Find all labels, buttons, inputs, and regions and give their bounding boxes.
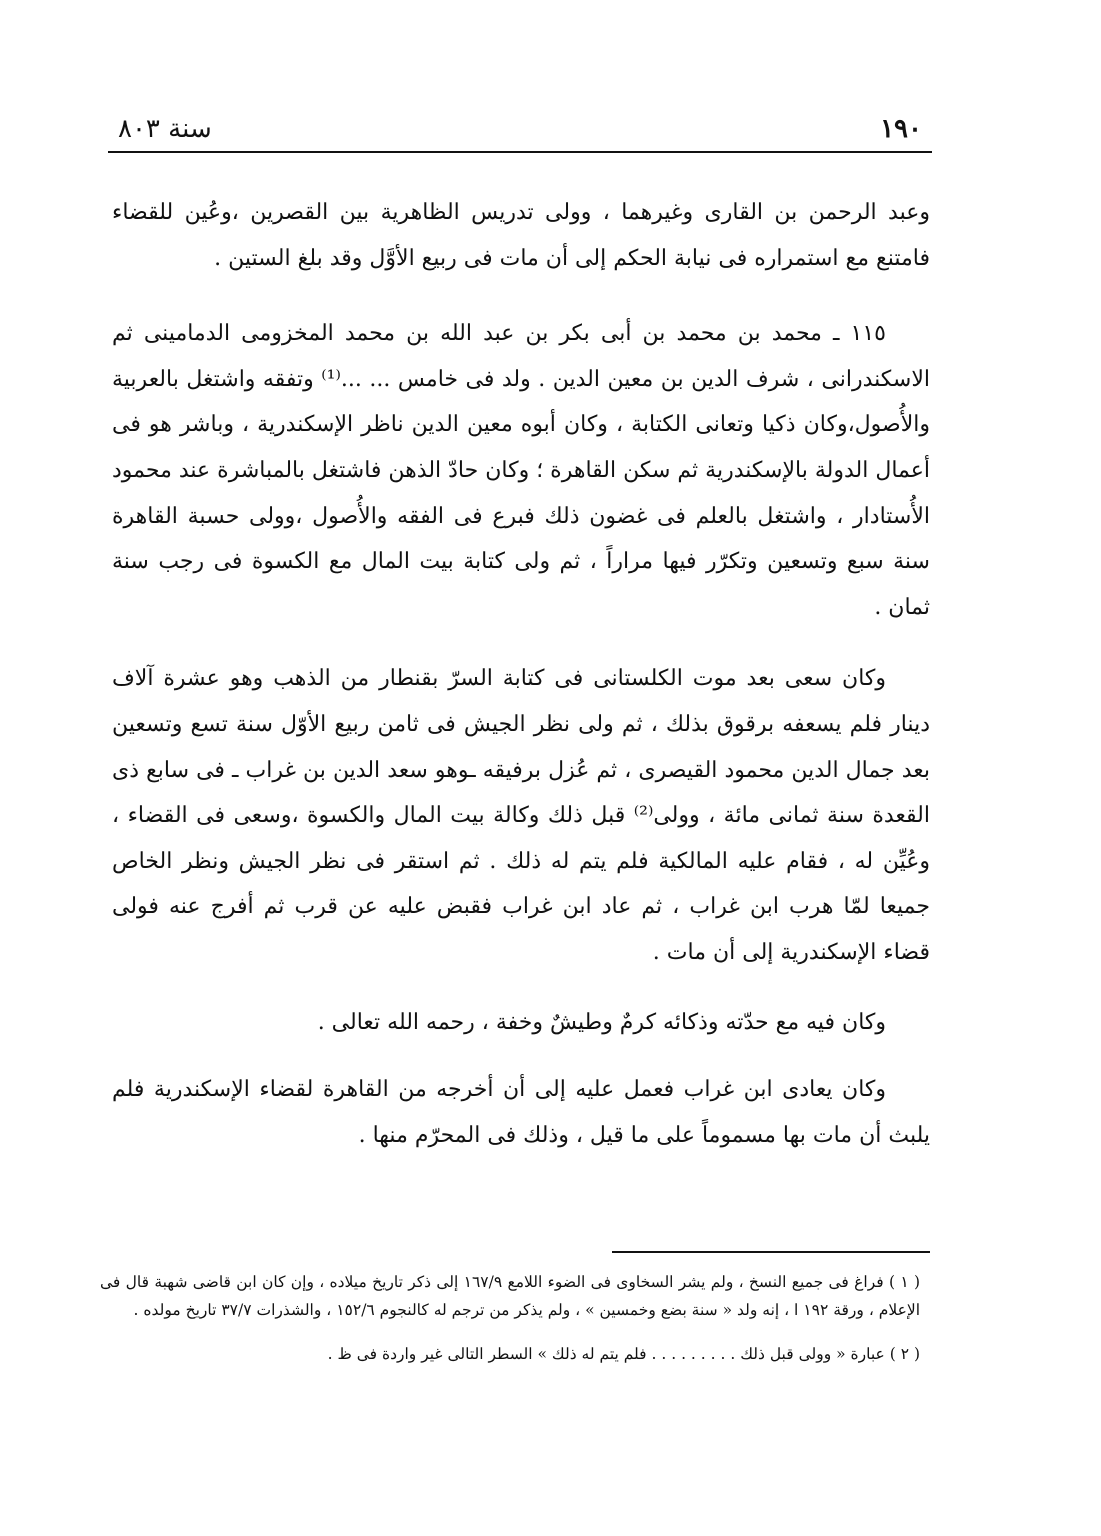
running-header-year: سنة ٨٠٣: [118, 114, 212, 144]
page-number: ١٩٠: [880, 114, 922, 144]
footnote-1: ( ١ ) فراغ فى جميع النسخ ، ولم يشر السخاوى فى الضوء اللامع ١٦٧/٩ إلى ذكر تاريخ ميلاده ، وإن كان ابن قاضى شهبة قال فى الإعلام ، ورقة ١٩٢ ا ، إنه ولد « سنة بضع وخمسين » ، ولم يذكر من ترجم له كالنجوم ١٥٢/٦ ، والشذرات ٣٧/٧ تاريخ مولده .: [100, 1273, 920, 1319]
running-header: [108, 112, 932, 152]
paragraph-career: وكان سعى بعد موت الكلستانى فى كتابة السرّ بقنطار من الذهب وهو عشرة آلاف دينار فلم يسعفه برقوق بذلك ، ثم ولى نظر الجيش فى ثامن ربيع الأوّل سنة تسع وتسعين بعد جمال الدين محمود القيصرى ، ثم عُزل برفيقه ـوهو سعد الدين بن غراب ـ فى سابع ذى القعدة سنة ثمانى مائة ، وولى⁽²⁾ قبل ذلك وكالة بيت المال والكسوة ،وسعى فى القضاء ، وعُيِّن له ، فقام عليه المالكية فلم يتم له ذلك . ثم استقر فى نظر الجيش ونظر الخاص جميعا لمّا هرب ابن غراب ، ثم عاد ابن غراب فقبض عليه عن قرب ثم أفرج عنه فولى قضاء الإسكندرية إلى أن مات .: [112, 666, 930, 965]
paragraph-death: وكان يعادى ابن غراب فعمل عليه إلى أن أخرجه من القاهرة لقضاء الإسكندرية فلم يلبث أن مات بها مسموماً على ما قيل ، وذلك فى المحرّم منها .: [112, 1077, 930, 1148]
paragraph-character: وكان فيه مع حدّته وذكائه كرمٌ وطيشٌ وخفة ، رحمه الله تعالى .: [317, 1009, 886, 1035]
footnote-2: ( ٢ ) عبارة « وولى قبل ذلك . . . . . . . . . فلم يتم له ذلك » السطر التالى غير واردة فى ظ .: [327, 1345, 920, 1363]
footnotes: [100, 1268, 920, 1368]
footnote-rule: [612, 1251, 930, 1253]
paragraph-continuation: وعبد الرحمن بن القارى وغيرهما ، وولى تدريس الظاهرية بين القصرين ،وعُين للقضاء فامتنع مع استمراره فى نيابة الحكم إلى أن مات فى ربيع الأوَّل وقد بلغ الستين .: [112, 200, 930, 271]
header-rule: [108, 151, 932, 153]
main-text: [112, 190, 930, 1158]
paragraph-entry-115: ١١٥ ـ محمد بن محمد بن أبى بكر بن عبد الله بن محمد المخزومى الدمامينى ثم الاسكندرانى ، شرف الدين بن معين الدين . ولد فى خامس ... ...⁽¹⁾ وتفقه واشتغل بالعربية والأُصول،وكان ذكيا وتعانى الكتابة ، وكان أبوه معين الدين ناظر الإسكندرية ، وباشر هو فى أعمال الدولة بالإسكندرية ثم سكن القاهرة ؛ وكان حادّ الذهن فاشتغل بالمباشرة عند محمود الأُستادار ، واشتغل بالعلم فى غضون ذلك فبرع فى الفقه والأُصول ،وولى حسبة القاهرة سنة سبع وتسعين وتكرّر فيها مراراً ، ثم ولى كتابة بيت المال مع الكسوة فى رجب سنة ثمان .: [112, 321, 931, 620]
